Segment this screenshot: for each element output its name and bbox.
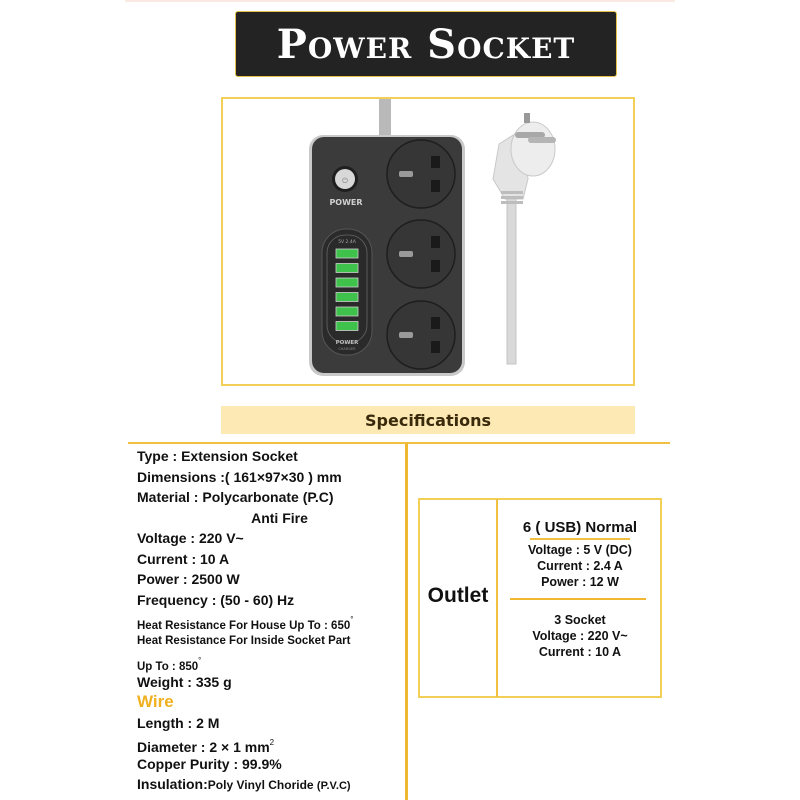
plug-cord [507, 189, 516, 364]
top-divider [125, 0, 675, 2]
svg-text:⏻: ⏻ [342, 177, 348, 185]
spec-frequency: Frequency : (50 - 60) Hz [137, 591, 295, 608]
outlet-mid-divider [510, 598, 646, 600]
spec-current: Current : 10 A [137, 550, 230, 567]
spec-weight: Weight : 335 g [137, 673, 232, 690]
usb-power: Power : 12 W [541, 575, 619, 589]
usb-port [336, 249, 358, 258]
spec-length: Length : 2 M [137, 714, 220, 731]
svg-text:5V 2.4A: 5V 2.4A [338, 240, 356, 245]
plug [493, 113, 556, 364]
power-switch-label: POWER [329, 198, 363, 207]
product-image-frame [221, 97, 635, 386]
spec-voltage: Voltage : 220 V~ [137, 530, 244, 546]
specifications-heading-band [221, 406, 635, 434]
spec-diameter [137, 733, 402, 754]
spec-material-note: Anti Fire [251, 509, 308, 526]
spec-heat-house [137, 610, 402, 631]
usb-outlet-spec [500, 518, 660, 590]
ac-socket [387, 301, 455, 369]
socket-title: 3 Socket [554, 613, 606, 627]
spec-insulation [137, 774, 402, 795]
spec-diameter-text: Diameter : 2 × 1 mm [137, 739, 270, 755]
top-cable [379, 99, 391, 139]
svg-text:POWER: POWER [335, 340, 359, 346]
usb-port [336, 264, 358, 273]
usb-title: 6 ( USB) Normal [522, 519, 638, 536]
spec-column-divider [405, 443, 408, 800]
spec-insulation-label: Insulation: [137, 776, 208, 792]
spec-copper-purity: Copper Purity : 99.9% [137, 755, 282, 772]
outlet-table-divider [496, 499, 498, 697]
ac-socket [387, 140, 455, 208]
spec-insulation-abbr: (P.V.C) [316, 780, 351, 792]
title-banner [235, 11, 617, 77]
usb-current: Current : 2.4 A [537, 559, 623, 573]
usb-port [336, 307, 358, 316]
spec-list [137, 446, 402, 795]
spec-heat-inside-value: Up To : 850 [137, 661, 199, 673]
socket-voltage: Voltage : 220 V~ [532, 629, 628, 643]
spec-heat-inside: Heat Resistance For Inside Socket Part [137, 634, 351, 647]
socket-current: Current : 10 A [538, 645, 622, 659]
socket-outlet-spec [500, 612, 660, 660]
spec-heat-house-text: Heat Resistance For House Up To : 650 [137, 620, 351, 632]
spec-heat-inside-value-row [137, 651, 402, 672]
power-strip [309, 135, 465, 376]
ac-socket [387, 220, 455, 288]
degree-mark: ° [198, 656, 202, 665]
usb-voltage: Voltage : 5 V (DC) [528, 543, 632, 557]
specifications-heading: Specifications [365, 410, 491, 430]
spec-top-divider [128, 442, 670, 444]
usb-port [336, 278, 358, 287]
svg-text:CHARGER: CHARGER [338, 347, 356, 351]
usb-panel [322, 229, 372, 355]
spec-dimensions: Dimensions :( 161×97×30 ) mm [137, 468, 342, 485]
degree-mark: ° [350, 615, 354, 624]
spec-power: Power : 2500 W [137, 571, 240, 587]
product-image [223, 99, 633, 384]
page-title: Power Socket [276, 20, 576, 68]
usb-port [336, 322, 358, 331]
usb-port [336, 293, 358, 302]
usb-title-underline [530, 538, 630, 540]
wire-heading: Wire [137, 692, 174, 711]
superscript-two: 2 [269, 738, 275, 747]
outlet-label: Outlet [427, 584, 489, 607]
spec-insulation-value: Poly Vinyl Choride [207, 778, 317, 792]
spec-material: Material : Polycarbonate (P.C) [137, 489, 334, 505]
spec-type: Type : Extension Socket [137, 448, 298, 464]
